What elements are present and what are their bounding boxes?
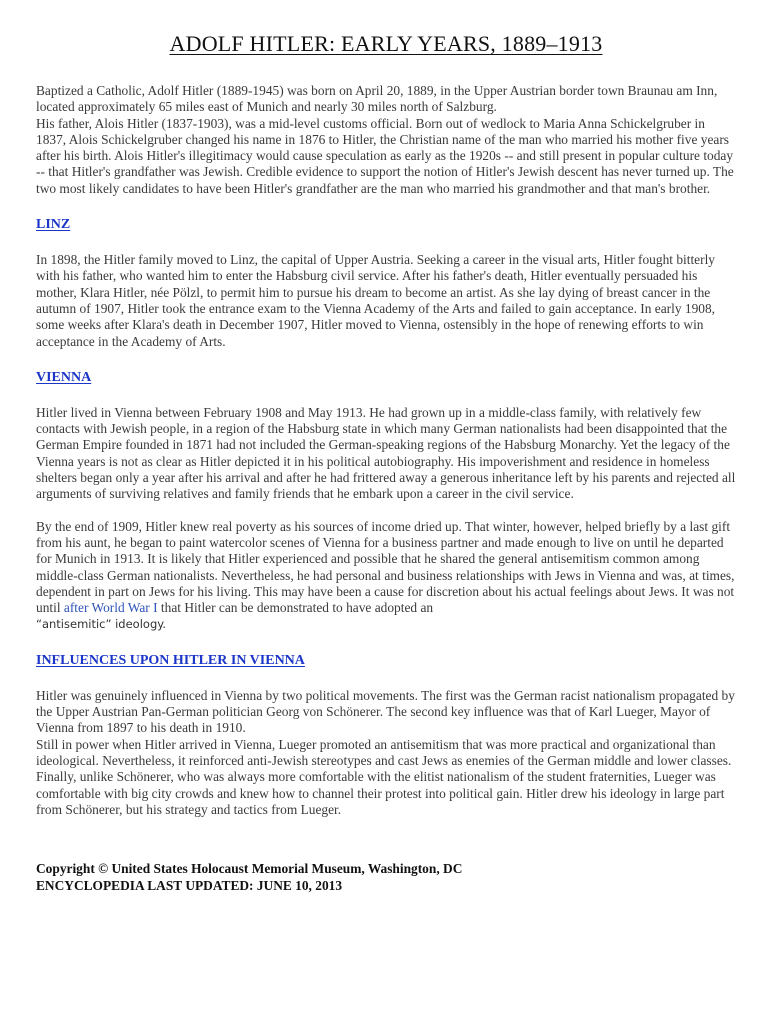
last-updated-line: ENCYCLOPEDIA LAST UPDATED: JUNE 10, 2013 xyxy=(36,878,343,894)
copyright-footer xyxy=(36,860,736,894)
vienna-paragraph-2-text: By the end of 1909, Hitler knew real poverty as his sources of income dried up. That winter, however, helped briefly by a last gift from his aunt, he began to paint watercolor scenes of Vienna for a business partner and made enough to live on until he departed for Munich in 1913. It is likely that Hitler experienced and possible that he shared the general antisemitism common among middle-class German nationalists. Nevertheless, he had personal and business relationships with Jews in Vienna and was, at times, dependent in part on Jews for his living. This may have been a cause for discretion about his actual feelings about Jews. It was not until xyxy=(36,518,735,616)
section-heading-vienna[interactable]: VIENNA xyxy=(36,369,92,385)
section-heading-influences[interactable]: INFLUENCES UPON HITLER IN VIENNA xyxy=(36,652,305,668)
linz-paragraph: In 1898, the Hitler family moved to Linz, the capital of Upper Austria. Seeking a career in the visual arts, Hitler fought bitterly with his father, who wanted him to enter the Habsburg civil service. After his father's death, Hitler eventually persuaded his mother, Klara Hitler, née Pölzl, to permit him to pursue his dream to become an artist. As she lay dying of breast cancer in the autumn of 1907, Hitler took the entrance exam to the Vienna Academy of the Arts and failed to gain acceptance. In early 1908, some weeks after Klara's death in December 1907, Hitler moved to Vienna, ostensibly in the hope of renewing efforts to win acceptance in the Academy of Arts. xyxy=(36,252,716,349)
section-heading-linz[interactable]: LINZ xyxy=(36,217,71,233)
page-title: ADOLF HITLER: EARLY YEARS, 1889–1913 xyxy=(169,31,603,56)
vienna-paragraph-1: Hitler lived in Vienna between February 1908 and May 1913. He had grown up in a middle-class family, with relatively few contacts with Jewish people, in a region of the Habsburg state in which many German nationalists had been disappointed that the German Empire founded in 1871 had not included the German-speaking regions of the Habsburg Monarchy. Yet the legacy of the Vienna years is not as clear as Hitler depicted it in his political autobiography. His impoverishment and residence in homeless shelters began only a year after his arrival and after he had frittered away a generous inheritance left by his parents and rejected all arguments of surviving relatives and family friends that he embark upon a career in the civil service. xyxy=(36,404,736,502)
document-page xyxy=(36,0,736,894)
influences-paragraph-1: Hitler was genuinely influenced in Vienna by two political movements. The first was the German racist nationalism propagated by the Upper Austrian Pan-German politician Georg von Schönerer. The second key influence was that of Karl Lueger, Mayor of Vienna from 1897 to his death in 1910. xyxy=(36,687,735,736)
vienna-paragraph-2-tail: “antisemitic” ideology. xyxy=(36,617,167,632)
vienna-paragraph-2 xyxy=(36,519,736,633)
vienna-paragraph-2-text-after: that Hitler can be demonstrated to have adopted an xyxy=(157,600,434,616)
influences-paragraph-2: Still in power when Hitler arrived in Vienna, Lueger promoted an antisemitism that was more practical and organizational than ideological. Nevertheless, it reinforced anti-Jewish stereotypes and cast Jews as enemies of the German middle and lower classes. Finally, unlike Schönerer, who was always more comfortable with the elitist nationalism of the student fraternities, Lueger was comfortable with big city crowds and knew how to channel their protest into political gain. Hitler drew his ideology in large part from Schönerer, but his strategy and tactics from Lueger. xyxy=(36,736,732,817)
intro-paragraph-father: His father, Alois Hitler (1837-1903), was a mid-level customs official. Born out of wedlock to Maria Anna Schickelgruber in 1837, Alois Schickelgruber changed his name in 1876 to Hitler, the Christian name of the man who married his mother five years after his birth. Alois Hitler's illegitimacy would cause speculation as early as the 1920s -- and still present in popular culture today -- that Hitler's grandfather was Jewish. Credible evidence to support the notion of Hitler's Jewish descent has never turned up. The two most likely candidates to have been Hitler's grandfather are the man who married his grandmother and that man's brother. xyxy=(36,115,734,196)
after-world-war-i-link[interactable]: after World War I xyxy=(63,600,158,616)
intro-paragraph-birth: Baptized a Catholic, Adolf Hitler (1889-1945) was born on April 20, 1889, in the Upper Austrian border town Braunau am Inn, located approximately 65 miles east of Munich and nearly 30 miles north of Salzburg. xyxy=(36,83,718,115)
copyright-line: Copyright © United States Holocaust Memorial Museum, Washington, DC xyxy=(36,861,463,877)
